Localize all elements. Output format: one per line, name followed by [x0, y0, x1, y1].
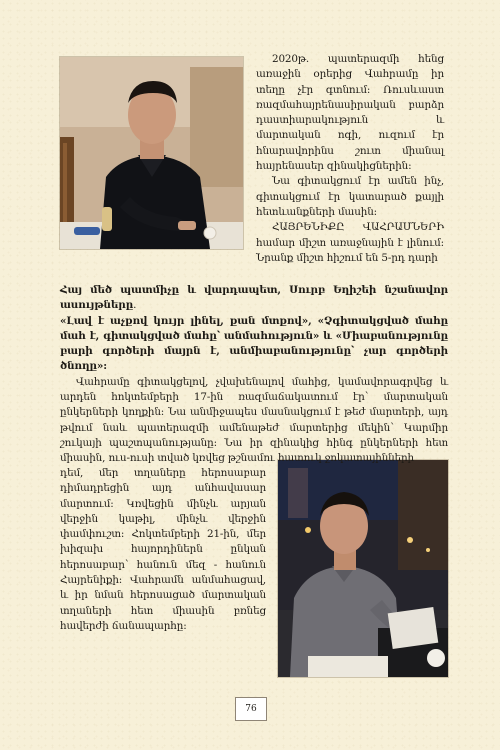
- paragraph-homeland-start: [256, 220, 444, 266]
- quote-bold: [60, 314, 448, 375]
- text-column-full: [60, 283, 448, 467]
- paragraph-battle: Վահրամը գիտակցելով, չվախենալով մահից, կամավորագրվեց և արդեն հոկտեմբերի 17-ին ռազմաճակատում էր՝ մարտական ընկերների կողքին: Նա անմիջապես մասնակցում է թեժ մարտերի, այդ թվում նաև պատերազմի ամենաթեժ մարտերից մեկին՝ Կարմիր շուկայի պաշտպանությանը: Նա իր զինակից հինգ ընկերների հետ միասին, ուս-ուսի տված կռվեց թշնամու հատուկ ջոկատայինների: [60, 375, 448, 465]
- paragraph-battle-cont: դեմ, մեր տղաները հերոսաբար դիմադրեցին այդ անհավասար մարտում: Կռվեցին մինչև արյան վերջին կաթիլ, մինչև վերջին փամփուշտ: Հոկտեմբերի 21-ին, մեր խիզախ հայորդիներն ընկան հերոսաբար՝ հանուն մեզ - հանուն Հայրենիքի: Վահրամն անմահացավ, և իր նման հերոսացած մարտական տղաների հետ միասին բռնեց հավերժի ճանապարհը:: [60, 467, 266, 632]
- text-column-right: [256, 52, 444, 266]
- paragraph-intro: 2020թ. պատերազմի հենց առաջին օրերից Վահրամը իր տեղը չէր գտնում: Ռուսևաստ ռազմահայրենասիրական բարձր դաստիարակություն և մարտական ոգի, ուզում էր հնարավորինս շուտ միանալ հայրենասեր զինակիցներին:: [256, 53, 444, 173]
- sentence-end: .: [133, 299, 137, 312]
- portrait-photo-top: [60, 57, 243, 249]
- historian-name-bold: Հայ մեծ պատմիչը և վարդապետ, Սուրբ Եղիշեի նշանավոր ասույթները: [60, 284, 448, 312]
- portrait-photo-bottom: [278, 460, 448, 677]
- portrait-photo-top-image: [60, 57, 243, 249]
- paragraph-homeland-text: ՀԱՅՐԵՆԻՔԸ ՎԱՀՐԱՄՆԵՐԻ համար միշտ առաջնային է լինում: Նրանք միշտ հիշում են 5-րդ դարի: [256, 221, 444, 264]
- paragraph-awareness: Նա գիտակցում էր ամեն ինչ, գիտակցում էր կատարած քայլի հետևանքների մասին:: [256, 175, 444, 218]
- quote-text: «Լավ է աչքով կույր լինել, քան մտքով», «Չգիտակցված մահը մահ է, գիտակցված մահը՝ անմահություն» և «Միաբանությունը բարի գործերի մայրն է, անմիաբանությունը՝ չար գործերի ծնողը»:: [60, 314, 448, 373]
- paragraph-homeland-cont: [60, 283, 448, 314]
- text-column-left: [60, 466, 266, 634]
- page-number: 76: [235, 697, 267, 721]
- portrait-photo-bottom-image: [278, 460, 448, 677]
